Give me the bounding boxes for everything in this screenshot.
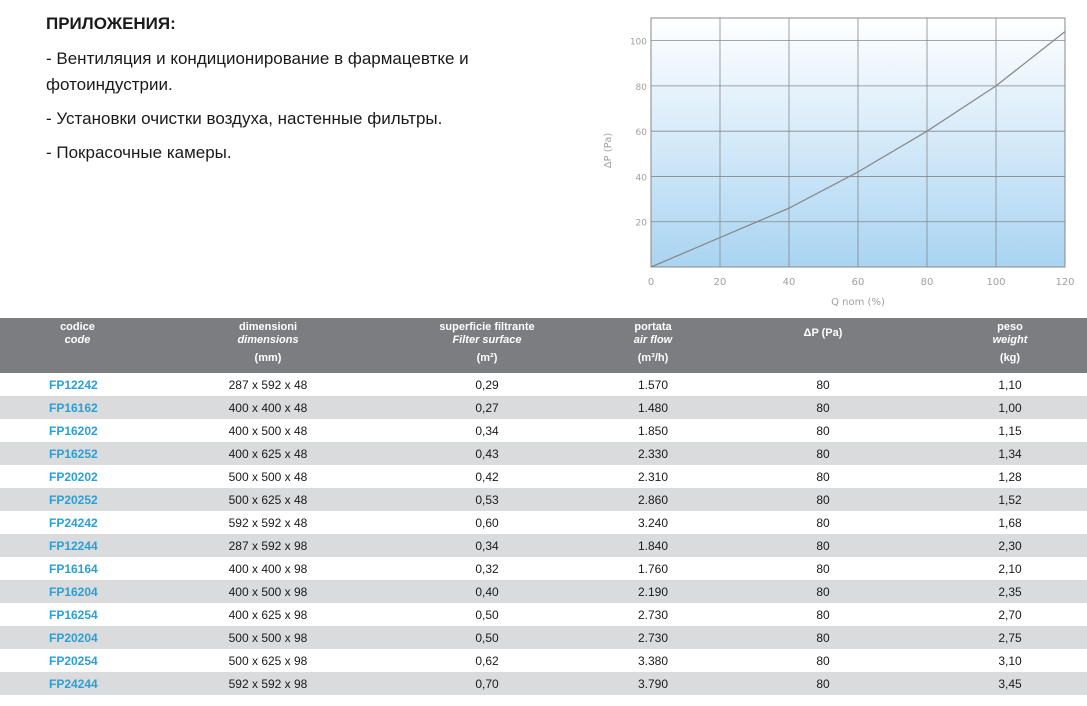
- cell-air-flow: 3.380: [637, 653, 669, 668]
- cell-pressure-drop: 80: [816, 653, 830, 668]
- y-tick-label: 80: [635, 82, 647, 93]
- cell-weight: 1,52: [933, 488, 1087, 511]
- table-row: [0, 396, 1087, 419]
- cell-weight: 2,70: [998, 607, 1022, 622]
- cell-dimensions: 500 x 625 x 48: [155, 488, 381, 511]
- application-item: - Установки очистки воздуха, настенные фильтры.: [46, 109, 443, 128]
- cell-air-flow: 2.730: [637, 607, 669, 622]
- cell-dimensions: 287 x 592 x 98: [155, 534, 381, 557]
- cell-pressure-drop: 80: [713, 672, 933, 695]
- cell-air-flow: 2.330: [593, 442, 713, 465]
- cell-weight: 3,45: [933, 672, 1087, 695]
- cell-weight: 1,34: [933, 442, 1087, 465]
- table-body: [0, 373, 1087, 695]
- table-row: [0, 626, 1087, 649]
- cell-dimensions: 400 x 625 x 48: [155, 442, 381, 465]
- cell-filter-surface: 0,34: [381, 534, 593, 557]
- applications-section: [46, 14, 566, 174]
- cell-air-flow: 1.570: [637, 377, 669, 392]
- cell-code: FP20202: [49, 469, 98, 484]
- cell-filter-surface: 0,27: [381, 396, 593, 419]
- cell-dimensions: 500 x 500 x 98: [155, 626, 381, 649]
- y-tick-label: 100: [629, 37, 647, 48]
- y-tick-label: 40: [635, 173, 647, 184]
- cell-weight: 1,15: [998, 423, 1022, 438]
- header-code: codice code: [0, 318, 155, 373]
- cell-pressure-drop: 80: [713, 396, 933, 419]
- cell-pressure-drop: 80: [713, 488, 933, 511]
- x-tick-label: 80: [920, 277, 934, 288]
- applications-title: ПРИЛОЖЕНИЯ:: [46, 14, 176, 33]
- cell-filter-surface: 0,32: [475, 561, 499, 576]
- cell-code: FP20204: [0, 626, 155, 649]
- cell-weight: 1,10: [998, 377, 1022, 392]
- cell-code: FP16164: [49, 561, 98, 576]
- cell-dimensions: 400 x 500 x 98: [155, 580, 381, 603]
- pressure-drop-chart: [596, 6, 1087, 312]
- x-tick-label: 100: [986, 277, 1006, 288]
- table-row: [0, 557, 1087, 580]
- cell-weight: 3,10: [998, 653, 1022, 668]
- cell-weight: 1,28: [998, 469, 1022, 484]
- cell-pressure-drop: 80: [816, 607, 830, 622]
- cell-dimensions: 400 x 500 x 48: [228, 423, 308, 438]
- cell-weight: 2,75: [933, 626, 1087, 649]
- x-tick-label: 120: [1055, 277, 1075, 288]
- cell-code: FP16254: [49, 607, 98, 622]
- cell-dimensions: 500 x 625 x 98: [228, 653, 308, 668]
- cell-code: FP24244: [0, 672, 155, 695]
- cell-dimensions: 592 x 592 x 48: [228, 515, 308, 530]
- cell-filter-surface: 0,60: [475, 515, 499, 530]
- table-row: [0, 373, 1087, 396]
- cell-air-flow: 1.480: [593, 396, 713, 419]
- y-tick-label: 60: [635, 128, 647, 139]
- cell-air-flow: 2.730: [593, 626, 713, 649]
- cell-air-flow: 1.850: [637, 423, 669, 438]
- table-row: [0, 672, 1087, 695]
- x-tick-label: 0: [647, 277, 655, 288]
- cell-pressure-drop: 80: [816, 561, 830, 576]
- header-dimensions: dimensioni dimensions (mm): [155, 318, 381, 373]
- cell-pressure-drop: 80: [816, 515, 830, 530]
- header-weight: peso weight (kg): [933, 318, 1087, 373]
- table-row: [0, 649, 1087, 672]
- cell-pressure-drop: 80: [713, 534, 933, 557]
- cell-code: FP16252: [0, 442, 155, 465]
- cell-pressure-drop: 80: [713, 580, 933, 603]
- cell-air-flow: 1.840: [593, 534, 713, 557]
- cell-weight: 1,00: [933, 396, 1087, 419]
- cell-code: FP24242: [49, 515, 98, 530]
- cell-dimensions: 400 x 625 x 98: [228, 607, 308, 622]
- cell-code: FP16204: [0, 580, 155, 603]
- cell-weight: 2,30: [933, 534, 1087, 557]
- cell-filter-surface: 0,62: [475, 653, 499, 668]
- cell-pressure-drop: 80: [816, 423, 830, 438]
- application-item: - Вентиляция и кондиционирование в фармацевтке и фотоиндустрии.: [46, 49, 469, 94]
- cell-filter-surface: 0,40: [381, 580, 593, 603]
- table-row: [0, 580, 1087, 603]
- header-filter-surface: superficie filtrante Filter surface (m²): [381, 318, 593, 373]
- cell-filter-surface: 0,70: [381, 672, 593, 695]
- y-axis-label: ΔP (Pa): [603, 132, 614, 169]
- table-header-row: [0, 318, 1087, 373]
- cell-pressure-drop: 80: [713, 626, 933, 649]
- cell-dimensions: 287 x 592 x 48: [228, 377, 308, 392]
- x-axis-label: Q nom (%): [831, 297, 885, 308]
- x-tick-label: 20: [713, 277, 727, 288]
- cell-air-flow: 3.240: [637, 515, 669, 530]
- cell-code: FP16202: [49, 423, 98, 438]
- y-tick-label: 20: [635, 218, 647, 229]
- cell-air-flow: 1.760: [637, 561, 669, 576]
- chart-svg: [596, 6, 1087, 312]
- table-row: [0, 511, 1087, 534]
- cell-air-flow: 3.790: [593, 672, 713, 695]
- header-air-flow: portata air flow (m³/h): [593, 318, 713, 373]
- table-row: [0, 419, 1087, 442]
- cell-filter-surface: 0,29: [475, 377, 499, 392]
- cell-code: FP20252: [0, 488, 155, 511]
- table-row: [0, 442, 1087, 465]
- cell-filter-surface: 0,50: [475, 607, 499, 622]
- x-tick-label: 40: [782, 277, 796, 288]
- cell-air-flow: 2.310: [637, 469, 669, 484]
- cell-air-flow: 2.860: [593, 488, 713, 511]
- table-row: [0, 603, 1087, 626]
- cell-code: FP16162: [0, 396, 155, 419]
- header-pressure-drop: ΔP (Pa): [713, 318, 933, 373]
- cell-weight: 2,35: [933, 580, 1087, 603]
- cell-dimensions: 400 x 400 x 98: [228, 561, 308, 576]
- cell-code: FP20254: [49, 653, 98, 668]
- cell-filter-surface: 0,43: [381, 442, 593, 465]
- cell-filter-surface: 0,50: [381, 626, 593, 649]
- cell-dimensions: 400 x 400 x 48: [155, 396, 381, 419]
- cell-code: FP12244: [0, 534, 155, 557]
- cell-weight: 2,10: [998, 561, 1022, 576]
- cell-pressure-drop: 80: [713, 442, 933, 465]
- cell-dimensions: 500 x 500 x 48: [228, 469, 308, 484]
- cell-weight: 1,68: [998, 515, 1022, 530]
- cell-code: FP12242: [49, 377, 98, 392]
- product-table: [0, 318, 1087, 695]
- cell-filter-surface: 0,53: [381, 488, 593, 511]
- cell-filter-surface: 0,34: [475, 423, 499, 438]
- table-row: [0, 465, 1087, 488]
- cell-pressure-drop: 80: [816, 469, 830, 484]
- table-row: [0, 534, 1087, 557]
- x-tick-label: 60: [851, 277, 865, 288]
- application-item: - Покрасочные камеры.: [46, 143, 232, 162]
- cell-filter-surface: 0,42: [475, 469, 499, 484]
- cell-dimensions: 592 x 592 x 98: [155, 672, 381, 695]
- table-row: [0, 488, 1087, 511]
- cell-air-flow: 2.190: [593, 580, 713, 603]
- cell-pressure-drop: 80: [816, 377, 830, 392]
